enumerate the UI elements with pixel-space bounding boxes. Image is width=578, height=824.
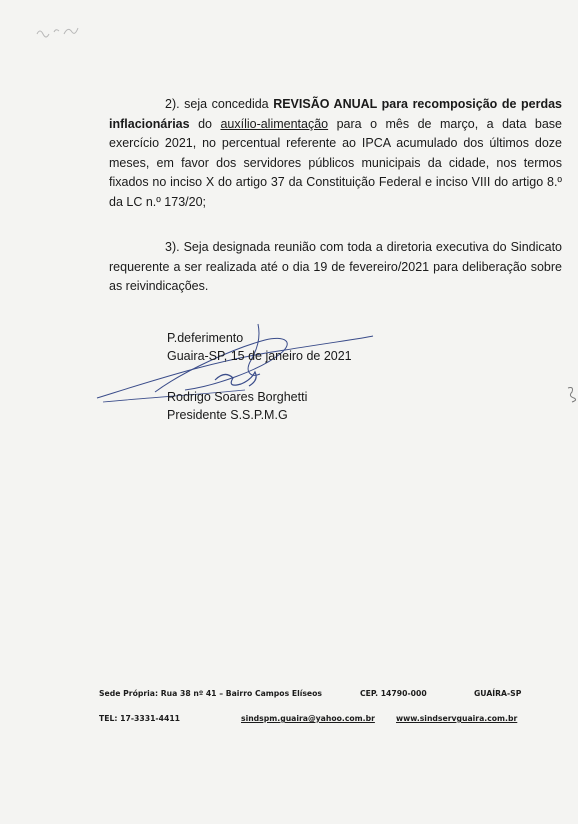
- signer-block: [167, 389, 307, 424]
- signer-title: Presidente S.S.P.M.G: [167, 407, 288, 422]
- paragraph-item-3: [109, 238, 562, 297]
- footer-email-link[interactable]: sindspm.guaira@yahoo.com.br: [241, 714, 375, 723]
- item-2-underlined: auxílio-alimentação: [220, 116, 329, 131]
- footer-cep: CEP. 14790-000: [360, 689, 427, 698]
- item-2-number: 2).: [165, 97, 180, 111]
- footer-website-link[interactable]: www.sindservguaira.com.br: [396, 714, 518, 723]
- footer-phone: TEL: 17-3331-4411: [99, 714, 181, 723]
- item-3-text: Seja designada reunião com toda a diretoria executiva do Sindicato requerente a ser realizada até o dia 19 de fevereiro/2021 para deliberação sobre as reivindicações.: [109, 240, 562, 294]
- closing-line-2: Guaira-SP, 15 de janeiro de 2021: [167, 348, 352, 363]
- item-3-number: 3).: [165, 240, 180, 254]
- item-2-bold: REVISÃO ANUAL para recomposição de perdas inflacionárias: [109, 97, 563, 131]
- margin-scribble-right: [566, 384, 578, 409]
- margin-scribble-top-left: [34, 22, 84, 47]
- closing-block: [167, 330, 352, 365]
- closing-line-1: P.deferimento: [167, 331, 244, 345]
- signer-name: Rodrigo Soares Borghetti: [167, 390, 308, 404]
- footer-address: Sede Própria: Rua 38 nº 41 – Bairro Campos Elíseos: [99, 689, 322, 698]
- item-2-text-b: do: [189, 116, 221, 131]
- item-2-text-a: seja concedida: [179, 97, 274, 111]
- item-2-text-c: para o mês de março, a data base exercício 2021, no percentual referente ao IPCA acumulado dos últimos doze meses, em favor dos servidores públicos municipais da cidade, nos termos fixados no inciso X do artigo 37 da Constituição Federal e inciso VIII do artigo 8.º da LC n.º 173/20;: [109, 116, 562, 209]
- footer-city: GUAÍRA-SP: [474, 689, 522, 698]
- paragraph-item-2: [109, 95, 562, 213]
